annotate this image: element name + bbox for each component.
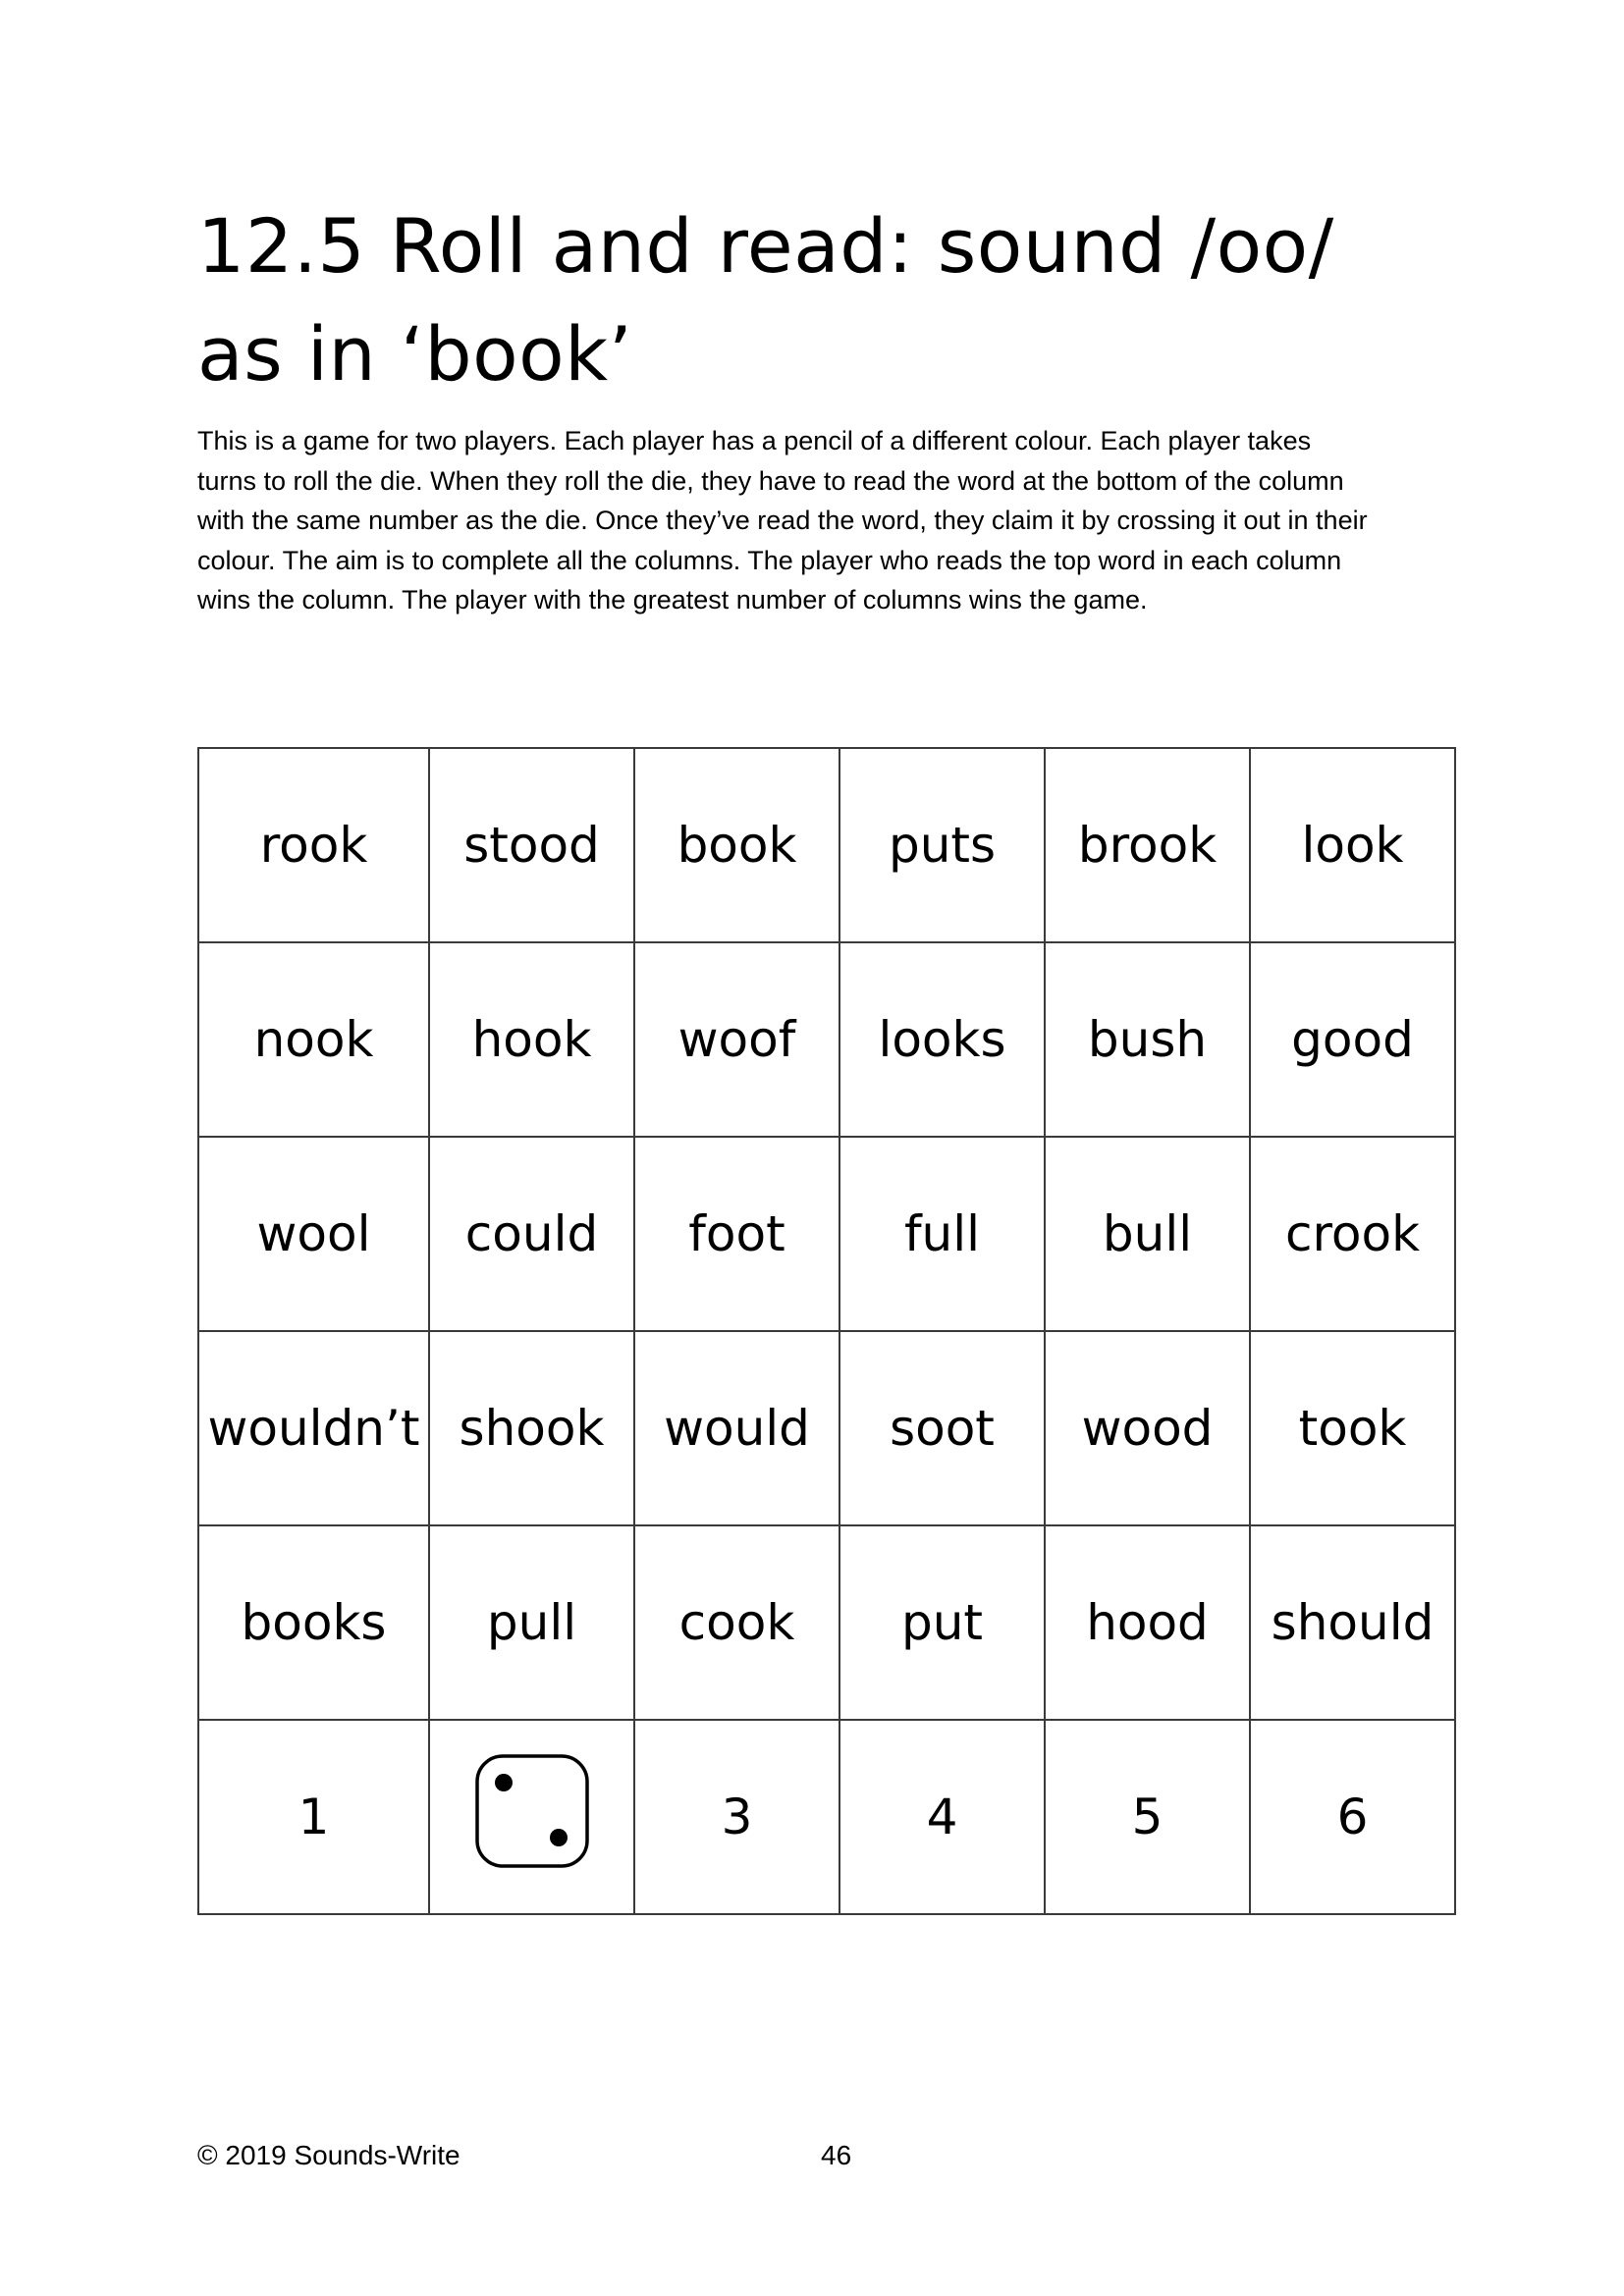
word-row	[198, 1331, 1455, 1525]
word-row	[198, 748, 1455, 942]
word-cell: wool	[198, 1137, 429, 1331]
word-cell: wood	[1045, 1331, 1250, 1525]
word-cell: pull	[429, 1525, 634, 1720]
word-cell: cook	[634, 1525, 839, 1720]
word-cell: woof	[634, 942, 839, 1137]
word-cell: nook	[198, 942, 429, 1137]
column-number-cell: 1	[198, 1720, 429, 1914]
word-cell: could	[429, 1137, 634, 1331]
word-cell: crook	[1250, 1137, 1455, 1331]
word-cell: should	[1250, 1525, 1455, 1720]
word-cell: foot	[634, 1137, 839, 1331]
word-cell: hood	[1045, 1525, 1250, 1720]
die-face-two-icon	[474, 1753, 590, 1881]
word-cell: good	[1250, 942, 1455, 1137]
word-cell: full	[839, 1137, 1045, 1331]
die-cell	[429, 1720, 634, 1914]
word-cell: shook	[429, 1331, 634, 1525]
word-cell: books	[198, 1525, 429, 1720]
word-cell: bush	[1045, 942, 1250, 1137]
game-instructions: This is a game for two players. Each player has a pencil of a different colour. Each player takes turns to roll the die. When they roll the die, they have to read the word at the bottom of the column with the same number as the die. Once they’ve read the word, they claim it by crossing it out in their colour. The aim is to complete all the columns. The player who reads the top word in each column wins the column. The player with the greatest number of columns wins the game.	[197, 426, 1368, 614]
word-cell: book	[634, 748, 839, 942]
word-cell: puts	[839, 748, 1045, 942]
column-number-cell: 6	[1250, 1720, 1455, 1914]
word-cell: soot	[839, 1331, 1045, 1525]
word-cell: looks	[839, 942, 1045, 1137]
word-cell: rook	[198, 748, 429, 942]
word-cell: look	[1250, 748, 1455, 942]
word-cell: took	[1250, 1331, 1455, 1525]
word-row	[198, 1525, 1455, 1720]
word-row	[198, 942, 1455, 1137]
column-number-cell: 5	[1045, 1720, 1250, 1914]
number-row	[198, 1720, 1455, 1914]
word-cell: stood	[429, 748, 634, 942]
word-cell: put	[839, 1525, 1045, 1720]
word-cell: would	[634, 1331, 839, 1525]
footer-copyright: © 2019 Sounds-Write	[197, 2140, 460, 2170]
page-title: 12.5 Roll and read: sound /oo/ as in ‘book’	[197, 202, 1334, 398]
word-cell: brook	[1045, 748, 1250, 942]
word-cell: wouldn’t	[198, 1331, 429, 1525]
page-number: 46	[821, 2140, 852, 2170]
word-cell: hook	[429, 942, 634, 1137]
word-row	[198, 1137, 1455, 1331]
word-cell: bull	[1045, 1137, 1250, 1331]
column-number-cell: 4	[839, 1720, 1045, 1914]
roll-and-read-grid	[197, 747, 1456, 1915]
column-number-cell: 3	[634, 1720, 839, 1914]
